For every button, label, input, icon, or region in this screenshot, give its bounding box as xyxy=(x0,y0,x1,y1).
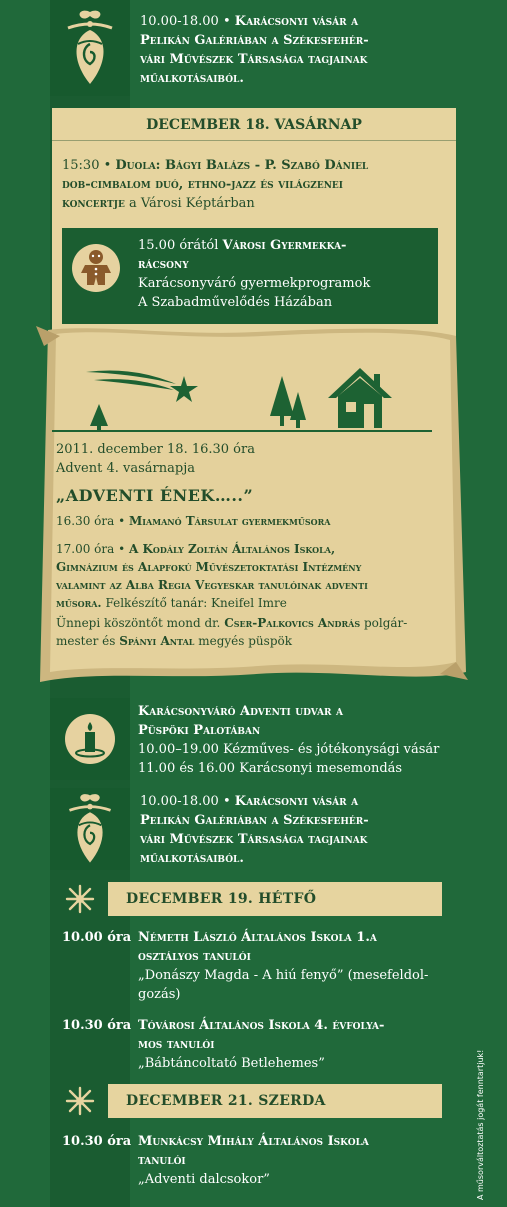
dec19-band xyxy=(52,882,442,916)
udvar-text: Karácsonyváró Adventi udvar a Püspöki Palotában 10.00–19.00 Kézműves- és jótékonysági vásár 11.00 és 16.00 Karácsonyi mesemondás xyxy=(138,704,440,776)
advent-program-2: 17.00 óra • A Kodály Zoltán Általános Iskola, Gimnázium és Alapfokú Művészetoktatási Intézmény valamint az Alba Regia Vegyeskar tanulóinak adventi műsora. Felkészítő tanár: Kneifel Imre xyxy=(56,542,368,610)
dec21-band xyxy=(52,1084,442,1118)
program-change-note: A műsorváltoztatás jogát fenntartjuk! xyxy=(476,1049,485,1200)
market-text-repeat: 10.00-18.00 • Karácsonyi vásár a Pelikán Galériában a Székesfehér- vári Művészek Társasága tagjainak műalkotásaiból. xyxy=(140,794,369,866)
dec19-event-1: Németh László Általános Iskola 1.a osztályos tanulói „Donászy Magda - A hiú fenyő” (mesefeldol- gozás) xyxy=(138,930,429,1002)
snowflake-box xyxy=(52,882,108,916)
snowflake-box xyxy=(52,1084,108,1118)
dec19-time-2: 10.30 óra xyxy=(62,1018,132,1033)
house-icon xyxy=(328,368,392,430)
snowflake-icon xyxy=(65,1086,95,1116)
dec19-time-1: 10.00 óra xyxy=(62,930,132,945)
ornament-box-repeat xyxy=(50,788,130,870)
dec18-header: DECEMBER 18. VASÁRNAP xyxy=(146,117,362,133)
candle-box xyxy=(50,698,130,780)
advent-program-1: 16.30 óra • Miamanó Társulat gyermekműsora xyxy=(56,514,331,528)
tree-icon xyxy=(90,404,108,430)
advent-greeting: Ünnepi köszöntőt mond dr. Cser-Palkovics András polgár- mester és Spányi Antal megyés püspök xyxy=(56,616,408,648)
shooting-star-icon xyxy=(84,366,200,408)
tree-icon xyxy=(270,376,306,428)
dec19-event-2: Tóvárosi Általános Iskola 4. évfolya- mos tanulói „Bábtáncoltató Betlehemes” xyxy=(138,1018,385,1071)
candle-icon xyxy=(73,720,107,758)
duola-text: 15:30 • Duola: Bágyi Balázs - P. Szabó Dániel dob-cimbalom duó, ethno-jazz és világzenei koncertje a Városi Képtárban xyxy=(62,158,369,211)
dec21-event-1: Munkácsy Mihály Általános Iskola tanulói „Adventi dalcsokor” xyxy=(138,1134,369,1187)
snowflake-icon xyxy=(65,884,95,914)
ground-line xyxy=(52,430,432,432)
gingerbread-medallion xyxy=(72,244,120,292)
ornament-icon xyxy=(60,8,120,88)
dec21-time-1: 10.30 óra xyxy=(62,1134,132,1149)
kids-text: 15.00 órától Városi Gyermekka- rácsony Karácsonyváró gyermekprogramok A Szabadművelődés Házában xyxy=(138,238,371,310)
advent-title: „ADVENTI ÉNEK…..” xyxy=(56,486,254,505)
ornament-icon xyxy=(62,791,118,867)
advent-date: 2011. december 18. 16.30 óra Advent 4. vasárnapja xyxy=(56,442,255,476)
ornament-box-top xyxy=(50,0,130,96)
divider xyxy=(52,140,456,141)
dec19-header: DECEMBER 19. HÉTFŐ xyxy=(126,891,317,907)
dec21-header: DECEMBER 21. SZERDA xyxy=(126,1093,326,1109)
gingerbread-icon xyxy=(79,249,113,287)
market-text-top: 10.00-18.00 • Karácsonyi vásár a Pelikán Galériában a Székesfehér- vári Művészek Társasága tagjainak műalkotásaiból. xyxy=(140,14,369,86)
candle-medallion xyxy=(65,714,115,764)
